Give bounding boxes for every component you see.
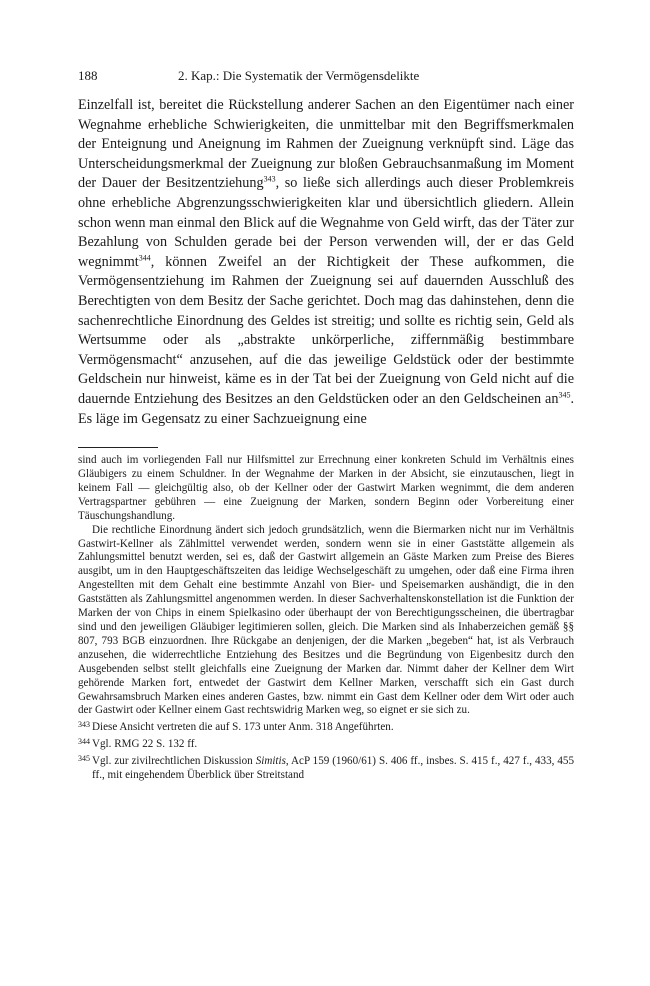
footnote-ref-343: 343: [263, 174, 276, 184]
footnote-number: 343: [78, 720, 90, 730]
footnote-continuation: sind auch im vorliegenden Fall nur Hilfsmittel zur Errechnung einer konkreten Schuld im Verhältnis eines Gläubigers zu einem Schuldner. In der Wegnahme der Marken in der Absicht, sie einzutauschen, liegt in keinem Fall — gleichgültig also, ob der Kellner oder der Gastwirt Marken wegnimmt, die dem anderen Vertragspartner gebühren — eine Zueignung der Marken, sondern Beginn oder Vorbereitung einer Täuschungshandlung.: [78, 454, 574, 522]
footnote-separator: [78, 447, 158, 448]
footnote-number: 344: [78, 737, 90, 747]
running-head: 2. Kap.: Die Systematik der Vermögensdelikte: [178, 68, 420, 83]
document-page: [78, 68, 574, 783]
main-text: [78, 96, 574, 429]
body-paragraph: [78, 96, 574, 429]
footnote-text: , AcP 159 (1960/61) S. 406 ff., insbes. S. 415 f., 427 f., 433, 455 ff., mit eingehendem Überblick über Streitstand: [92, 755, 575, 782]
footnote-344: [78, 735, 574, 752]
footnote-345: [78, 752, 574, 783]
page-header: [78, 68, 574, 88]
footnote-author: Simitis: [255, 755, 286, 768]
body-text-segment: , so ließe sich allerdings auch dieser Problemkreis ohne erhebliche Abgrenzungsschwierigkeiten klar und übersichtlich gliedern. Allein schon wenn man einmal den Blick auf die Wegnahme von Geld wirft, das der Täter zur Bezahlung von Schulden gerade bei der Person verwenden will, der er das Geld wegnimmt: [78, 175, 574, 270]
footnote-ref-344: 344: [138, 253, 151, 263]
footnote-ref-345: 345: [558, 390, 571, 400]
footnote-343: [78, 718, 574, 735]
footnote-continuation-paragraph: Die rechtliche Einordnung ändert sich jedoch grundsätzlich, wenn die Biermarken nicht nur im Verhältnis Gastwirt-Kellner als Zählmittel verwendet werden, sondern wenn sie in einer Gaststätte allgemein als Zahlungsmittel benutzt werden, sei es, daß der Gastwirt allgemein an Gäste Marken zum Preise des Bieres ausgibt, um in den Hauptgeschäftszeiten das leidige Wechselgeschäft zu umgehen, oder daß eine Firma ihren Angestellten mit dem Gehalt eine bestimmte Anzahl von Bier- und Speisemarken aushändigt, die in den Gaststätten als Zahlungsmittel angenommen werden. In dieser Sachverhaltenskonstellation ist die Funktion der Marken der von Chips in einem Spielkasino oder überhaupt der von Berechtigungsscheinen, die übertragbar sind und den jeweiligen Gläubiger legitimieren sollen, gleich. Die Marken sind als Inhaberzeichen gemäß §§ 807, 793 BGB einzuordnen. Ihre Rückgabe an denjenigen, der die Marken „begeben“ hat, ist als Verbrauch anzusehen, die widerrechtliche Entziehung des Besitzes und die Begründung von Eigenbesitz durch den Ausgebenden selbst stellt gleichfalls eine Zueignung der Marken dar. Nimmt daher der Kellner dem Wirt gehörende Marken fort, entwedet der Gastwirt dem Kellner Marken, verschafft sich ein Gast durch Gewahrsamsbruch Marken eines anderen Gastes, bzw. nimmt ein Gast dem Kellner oder dem Wirt oder auch der Gastwirt oder Kellner einem Gast rechtswidrig Marken weg, so eignet er sie sich zu.: [78, 523, 574, 717]
footnote-text: Vgl. zur zivilrechtlichen Diskussion: [92, 755, 256, 768]
footnote-text: Diese Ansicht vertreten die auf S. 173 unter Anm. 318 Angeführten.: [92, 721, 394, 734]
body-text-segment: Einzelfall ist, bereitet die Rückstellung anderer Sachen an den Eigentümer nach einer Wegnahme erhebliche Schwierigkeiten, die unmittelbar mit den Begriffsmerkmalen der Enteignung und Aneignung im Rahmen der Zueignung verknüpft sind. Läge das Unterscheidungsmerkmal der Zueignung zur bloßen Gebrauchsanmaßung im Moment der Dauer der Besitzentziehung: [78, 97, 574, 192]
footnote-text: Vgl. RMG 22 S. 132 ff.: [92, 738, 198, 751]
footnotes: [78, 454, 574, 783]
footnote-number: 345: [78, 754, 90, 764]
body-text-segment: . Es läge im Gegensatz zu einer Sachzueignung eine: [78, 390, 574, 427]
body-text-segment: , können Zweifel an der Richtigkeit der These aufkommen, die Vermögensentziehung im Rahmen der Zueignung sei auf dauernden Ausschluß des Berechtigten von dem Besitz der Sache gerichtet. Doch mag das dahinstehen, denn die sachenrechtliche Einordnung des Geldes ist streitig; und sollte es richtig sein, Geld als Wertsumme oder als „abstrakte unkörperliche, ziffernmäßig bestimmbare Vermögensmacht“ anzusehen, auf die das jeweilige Geldstück oder der bestimmte Geldschein nur hinweist, käme es in der Tat bei der Zueignung von Geld nicht auf die dauernde Entziehung des Besitzes an den Geldstücken oder an den Geldscheinen an: [78, 253, 574, 407]
page-number: 188: [78, 68, 98, 83]
